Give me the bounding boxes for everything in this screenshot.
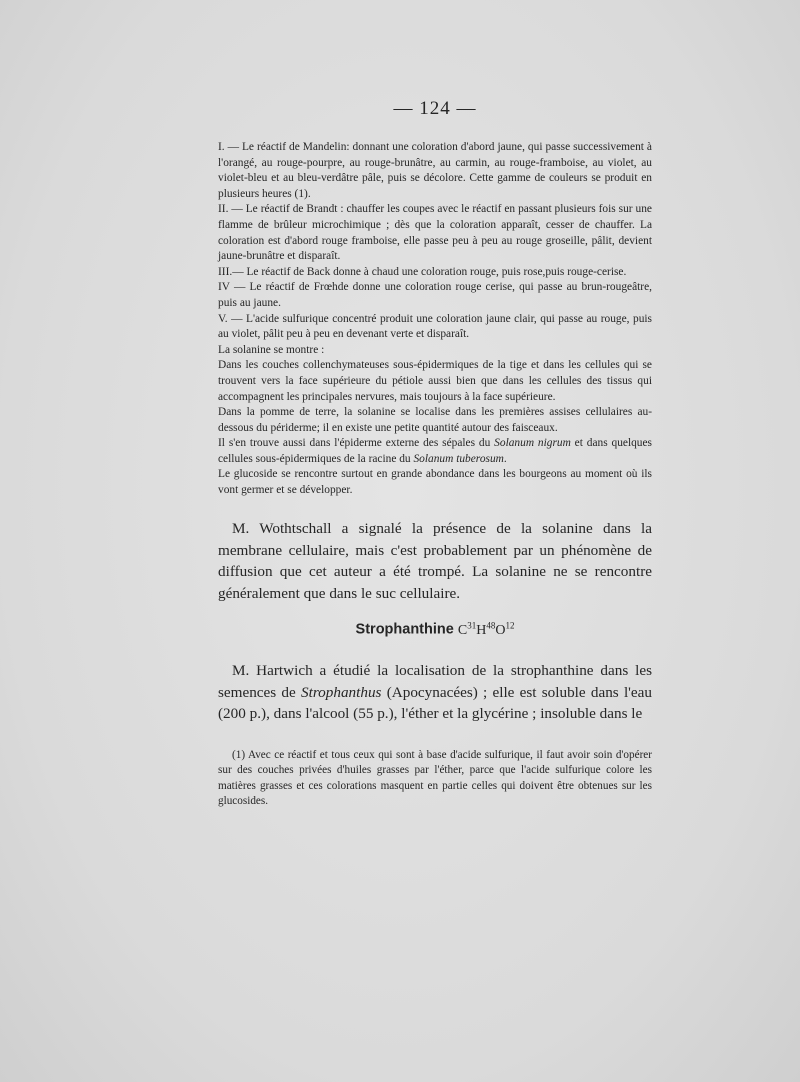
wothtschall-paragraph: M. Wothtschall a signalé la présence de la solanine dans la membrane cellulaire, mais c'est probablement par un phénomène de diffusion que cet auteur a été trompé. La solanine ne se rencontre généralement que dans le suc cellulaire. xyxy=(218,520,652,602)
page-number: — 124 — xyxy=(393,98,477,119)
reagent-mandelin: I. — Le réactif de Mandelin: donnant une coloration d'abord jaune, qui passe successivement à l'orangé, au rouge-pourpre, au rouge-brunâtre, au carmin, au rouge-framboise, au violet, au violet-bleu et au bleu-verdâtre pâle, puis se décolore. Cette gamme de couleurs se produit en plusieurs heures (1). xyxy=(218,141,652,200)
reagent-back: III.— Le réactif de Back donne à chaud une coloration rouge, puis rose,puis rouge-cerise. xyxy=(218,265,627,278)
reagent-sulfuric-acid: V. — L'acide sulfurique concentré produit une coloration jaune clair, qui passe au rouge, puis au violet, pâlit peu à peu en devenant verte et disparaît. xyxy=(218,312,652,341)
solanine-potato: Dans la pomme de terre, la solanine se localise dans les premières assises cellulaires au-dessous du périderme; il en existe une petite quantité autour des faisceaux. xyxy=(218,406,652,434)
glucoside-buds: Le glucoside se rencontre surtout en grande abondance dans les bourgeons au moment où ils vont germer et se développer. xyxy=(218,468,652,497)
wothtschall-section xyxy=(218,518,652,604)
solanine-stem: Dans les couches collenchymateuses sous-épidermiques de la tige et dans les cellules qui se trouvent vers la face supérieure du pétiole aussi bien que dans les cellules des tissus qui accompagnent les principales nervures, mais toujours à la face supérieure. xyxy=(218,359,652,403)
reagent-froehde: IV — Le réactif de Frœhde donne une coloration rouge cerise, qui passe au brun-rougeâtre, puis au jaune. xyxy=(218,281,652,309)
section-heading: Strophanthine $C^{31}H^{48}O^{12}$ xyxy=(355,620,515,638)
solanine-intro: La solanine se montre : xyxy=(218,343,325,356)
hartwich-paragraph: M. Hartwich a étudié la localisation de la strophanthine dans les semences de Strophanthus (Apocynacées) ; elle est soluble dans l'eau (200 p.), dans l'alcool (55 p.), l'éther et la glycérine ; insoluble dans le xyxy=(218,662,652,722)
solanine-epidermis: Il s'en trouve aussi dans l'épiderme externe des sépales du Solanum nigrum et dans quelques cellules sous-épidermiques de la racine du Solanum tuberosum. xyxy=(218,437,652,465)
chemical-formula: $C^{31}H^{48}O^{12}$ xyxy=(457,620,515,638)
reagent-section xyxy=(218,140,652,499)
hartwich-section xyxy=(218,660,652,725)
reagent-brandt: II. — Le réactif de Brandt : chauffer les coupes avec le réactif en passant plusieurs fois sur une flamme de brûleur microchimique ; dès que la coloration apparaît, cesser de chauffer. La coloration est d'abord rouge framboise, elle passe peu à peu au rouge groseille, pâlit, devient jaune-brunâtre et disparaît. xyxy=(218,203,652,263)
footnote xyxy=(218,748,652,810)
footnote-text: (1) Avec ce réactif et tous ceux qui sont à base d'acide sulfurique, il faut avoir soin d'opérer sur des couches privées d'huiles grasses par l'éther, parce que l'acide sulfurique colore les matières grasses et ces colorations masquent en partie celles qui doivent être obtenues sur les glucosides. xyxy=(218,749,652,808)
